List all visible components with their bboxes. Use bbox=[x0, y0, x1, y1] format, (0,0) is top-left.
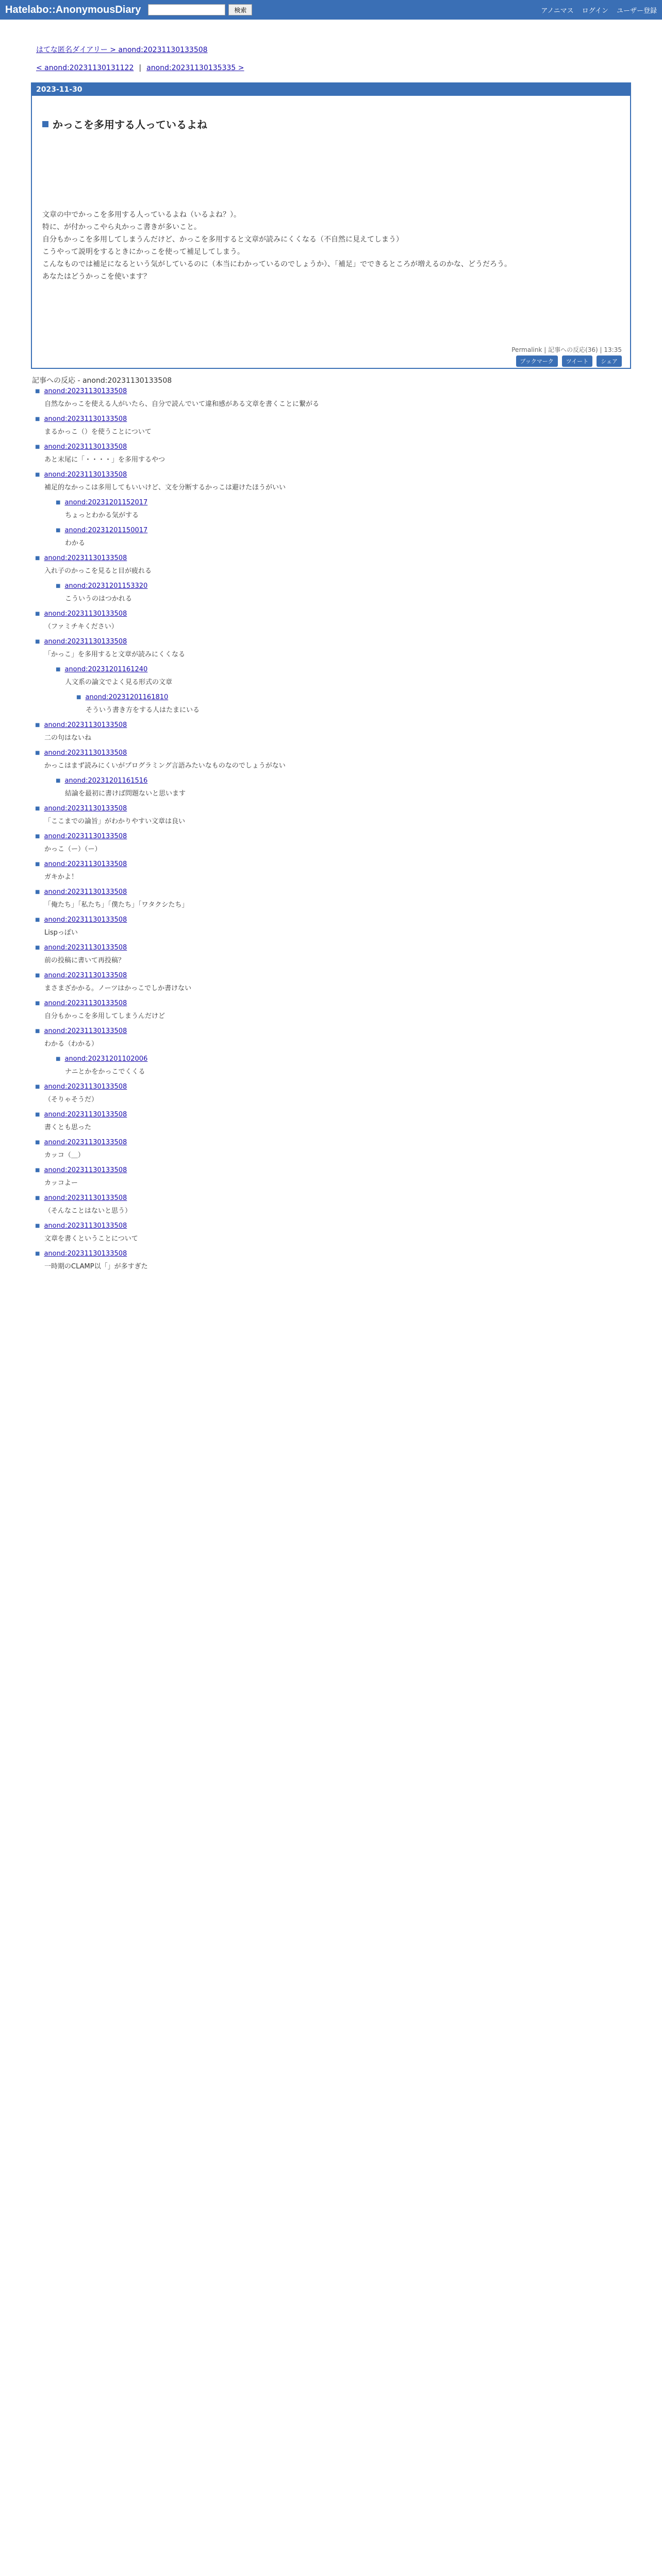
thread-item-text: わかる（わかる） bbox=[44, 1040, 98, 1048]
thread-item bbox=[35, 1139, 633, 1159]
thread-item-text: 二の句はないね bbox=[44, 734, 92, 742]
thread-item-link[interactable]: ■ anond:20231130133508 bbox=[44, 972, 127, 979]
search-input[interactable] bbox=[148, 4, 225, 15]
thread-item-text: Lispっぽい bbox=[44, 929, 78, 937]
thread-item bbox=[35, 944, 633, 964]
thread-item-link[interactable]: ■ anond:20231130133508 bbox=[44, 1222, 127, 1230]
thread-item-text: 「俺たち」「私たち」「僕たち」「ワタクシたち」 bbox=[44, 901, 189, 909]
thread-item bbox=[35, 1027, 633, 1048]
thread-item bbox=[56, 582, 633, 603]
thread-item-text: 自然なかっこを使える人がいたら、自分で読んでいて違和感がある文章を書くことに繋がる bbox=[44, 400, 320, 408]
thread-item-text: 「ここまでの論旨」がわかりやすい文章は良い bbox=[44, 818, 186, 825]
entry-date: 2023-11-30 bbox=[32, 83, 630, 96]
thread-item bbox=[35, 721, 633, 742]
search-button[interactable]: 検索 bbox=[228, 4, 252, 15]
thread-item-text: まさまざかかる。ノーツはかっこでしか書けない bbox=[44, 985, 192, 992]
breadcrumb bbox=[36, 44, 208, 55]
entry-box bbox=[31, 82, 631, 369]
thread-item bbox=[35, 805, 633, 825]
bookmark-button[interactable]: ブックマーク bbox=[516, 355, 558, 367]
thread-item-link[interactable]: ■ anond:20231130133508 bbox=[44, 833, 127, 840]
thread-item-text: こういうのはつかれる bbox=[65, 595, 133, 603]
entry-body bbox=[42, 209, 630, 283]
thread-item-text: カッコ（＿） bbox=[44, 1151, 85, 1159]
thread-item-link[interactable]: ■ anond:20231130133508 bbox=[44, 916, 127, 924]
thread-item bbox=[35, 833, 633, 853]
thread-item-text: （そりゃそうだ） bbox=[44, 1096, 98, 1104]
thread-item-text: 自分もかっこを多用してしまうんだけど bbox=[44, 1012, 166, 1020]
thread-item bbox=[35, 554, 633, 575]
thread-item bbox=[35, 415, 633, 436]
thread-item-text: 一時期のCLAMP以「」が多すぎた bbox=[44, 1263, 148, 1270]
thread-item-text: 補足的なかっこは多用してもいいけど、文を分断するかっこは避けたほうがいい bbox=[44, 484, 286, 492]
thread-item bbox=[35, 888, 633, 909]
thread-item-link[interactable]: ■ anond:20231201102006 bbox=[64, 1055, 148, 1063]
thread-item-link[interactable]: ■ anond:20231130133508 bbox=[44, 1139, 127, 1146]
thread-item-text: ちょっとわかる気がする bbox=[65, 512, 139, 519]
header-link-register[interactable]: ユーザー登録 bbox=[616, 7, 657, 15]
thread-item bbox=[35, 972, 633, 992]
thread-item-link[interactable]: ■ anond:20231130133508 bbox=[44, 443, 127, 451]
thread-item bbox=[35, 443, 633, 464]
thread-item-text: かっこ（ー）（ー） bbox=[44, 845, 102, 853]
thread-item-text: カッコよー bbox=[44, 1179, 78, 1187]
share-button[interactable]: シェア bbox=[597, 355, 622, 367]
thread-item bbox=[35, 860, 633, 881]
thread-item-link[interactable]: ■ anond:20231201150017 bbox=[64, 527, 148, 534]
thread-item-text: （ファミチキください） bbox=[44, 623, 118, 631]
entry-meta[interactable]: Permalink | 記事への反応(36) | 13:35 bbox=[511, 346, 622, 353]
thread-item-link[interactable]: ■ anond:20231130133508 bbox=[44, 944, 127, 952]
thread-item bbox=[35, 610, 633, 631]
thread-item-text: わかる bbox=[65, 539, 86, 547]
thread-item-text: ナニとかをかっこでくくる bbox=[65, 1068, 145, 1076]
thread-item-link[interactable]: ■ anond:20231130133508 bbox=[44, 1083, 127, 1091]
thread-item-text: 書くとも思った bbox=[44, 1124, 92, 1131]
entry-title[interactable]: かっこを多用する人っているよね bbox=[53, 118, 207, 131]
thread-item-link[interactable]: ■ anond:20231130133508 bbox=[44, 1194, 127, 1202]
thread-item bbox=[35, 638, 633, 658]
thread-item-text: ガキかよ！ bbox=[44, 873, 78, 881]
thread-item-link[interactable]: ■ anond:20231130133508 bbox=[44, 860, 127, 868]
entry-line: 特に、が付かっこやら丸かっこ書きが多いこと。 bbox=[42, 223, 201, 231]
reaction-thread bbox=[35, 387, 633, 2576]
thread-item-link[interactable]: ■ anond:20231130133508 bbox=[44, 888, 127, 896]
thread-item-text: あと末尾に「・・・・」を多用するやつ bbox=[44, 456, 166, 464]
thread-item-link[interactable]: ■ anond:20231130133508 bbox=[44, 610, 127, 618]
header-link-login[interactable]: ログイン bbox=[582, 7, 608, 15]
thread-item-link[interactable]: ■ anond:20231130133508 bbox=[44, 1111, 127, 1118]
entry-line: 文章の中でかっこを多用する人っているよね（いるよね？）。 bbox=[42, 211, 241, 219]
thread-item bbox=[35, 749, 633, 770]
header-links bbox=[541, 5, 657, 15]
site-logo[interactable]: Hatelabo::AnonymousDiary bbox=[5, 4, 141, 15]
thread-item-link[interactable]: ■ anond:20231130133508 bbox=[44, 1166, 127, 1174]
square-icon bbox=[42, 121, 48, 127]
thread-item bbox=[35, 999, 633, 1020]
thread-item bbox=[35, 1111, 633, 1131]
share-buttons bbox=[516, 355, 622, 367]
thread-item-link[interactable]: ■ anond:20231130133508 bbox=[44, 554, 127, 562]
thread-item-link[interactable]: ■ anond:20231130133508 bbox=[44, 749, 127, 757]
thread-item bbox=[35, 387, 633, 408]
thread-item bbox=[35, 1194, 633, 1215]
entry-line: こんなものでは補足になるという気がしているのに（本当にわかっているのでしょうか）、「補足」でできるところが増えるのかな、どうだろう。 bbox=[42, 260, 511, 268]
entry-title-row bbox=[42, 116, 630, 131]
thread-item-text: 人文系の論文でよく見る形式の文章 bbox=[65, 679, 173, 686]
thread-item bbox=[35, 1250, 633, 1270]
thread-item-text: かっこはまず読みにくいがプログラミング言語みたいなものなのでしょうがない bbox=[44, 762, 286, 770]
thread-item-text: まるかっこ（）を使うことについて bbox=[44, 428, 152, 436]
thread-item-text: 前の投稿に書いて再投稿？ bbox=[44, 957, 125, 964]
thread-item bbox=[56, 499, 633, 519]
thread-item bbox=[76, 693, 633, 714]
thread-item-text: 文章を書くということについて bbox=[44, 1235, 138, 1243]
thread-item-link[interactable]: ■ anond:20231130133508 bbox=[44, 1250, 127, 1258]
thread-item bbox=[35, 471, 633, 492]
thread-item-link[interactable]: ■ anond:20231201161240 bbox=[64, 666, 148, 673]
thread-item bbox=[35, 1166, 633, 1187]
thread-item bbox=[35, 916, 633, 937]
thread-item bbox=[56, 666, 633, 686]
next-link[interactable]: anond:20231130135335 > bbox=[146, 64, 244, 72]
thread-item bbox=[35, 1222, 633, 1243]
thread-item-text: 入れ子のかっこを見ると目が疲れる bbox=[44, 567, 152, 575]
thread-item bbox=[56, 527, 633, 547]
thread-item-link[interactable]: ■ anond:20231201153320 bbox=[64, 582, 148, 590]
pager: < anond:20231130131122 | anond:20231130135335 > bbox=[36, 64, 244, 72]
thread-item-link[interactable]: ■ anond:20231201161516 bbox=[64, 777, 148, 785]
thread-item-link[interactable]: ■ anond:20231130133508 bbox=[44, 471, 127, 479]
breadcrumb-link[interactable]: はてな匿名ダイアリー > anond:20231130133508 bbox=[36, 46, 208, 54]
thread-item bbox=[35, 1083, 633, 1104]
thread-item-link[interactable]: ■ anond:20231130133508 bbox=[44, 638, 127, 646]
thread-item-text: そういう書き方をする人はたまにいる bbox=[86, 706, 200, 714]
thread-item-link[interactable]: ■ anond:20231130133508 bbox=[44, 1027, 127, 1035]
top-header bbox=[0, 0, 662, 20]
thread-item-link[interactable]: ■ anond:20231130133508 bbox=[44, 415, 127, 423]
entry-line: こうやって説明をするときにかっこを使って補足してしまう。 bbox=[42, 248, 244, 256]
thread-item-text: （そんなことはないと思う） bbox=[44, 1207, 132, 1215]
thread-item-link[interactable]: ■ anond:20231130133508 bbox=[44, 721, 127, 729]
entry-line: あなたはどうかっこを使います？ bbox=[42, 273, 151, 281]
thread-item bbox=[56, 1055, 633, 1076]
prev-link[interactable]: < anond:20231130131122 bbox=[36, 64, 134, 72]
thread-item-link[interactable]: ■ anond:20231130133508 bbox=[44, 387, 127, 395]
thread-item-text: 結論を最初に書けば問題ないと思います bbox=[65, 790, 186, 798]
thread-item-link[interactable]: ■ anond:20231201152017 bbox=[64, 499, 148, 506]
thread-item-link[interactable]: ■ anond:20231130133508 bbox=[44, 999, 127, 1007]
thread-item-text: 「かっこ」を多用すると文章が読みにくくなる bbox=[44, 651, 186, 658]
entry-line: 自分もかっこを多用してしまうんだけど、かっこを多用すると文章が読みにくくなる（不自然に見えてしまう） bbox=[42, 235, 403, 244]
tweet-button[interactable]: ツイート bbox=[562, 355, 592, 367]
header-link-anonymous[interactable]: アノニマス bbox=[541, 7, 574, 15]
thread-item-link[interactable]: ■ anond:20231130133508 bbox=[44, 805, 127, 812]
thread-item-link[interactable]: ■ anond:20231201161810 bbox=[85, 693, 169, 701]
reactions-heading: 記事への反応 - anond:20231130133508 bbox=[32, 377, 172, 385]
thread-item bbox=[56, 777, 633, 798]
